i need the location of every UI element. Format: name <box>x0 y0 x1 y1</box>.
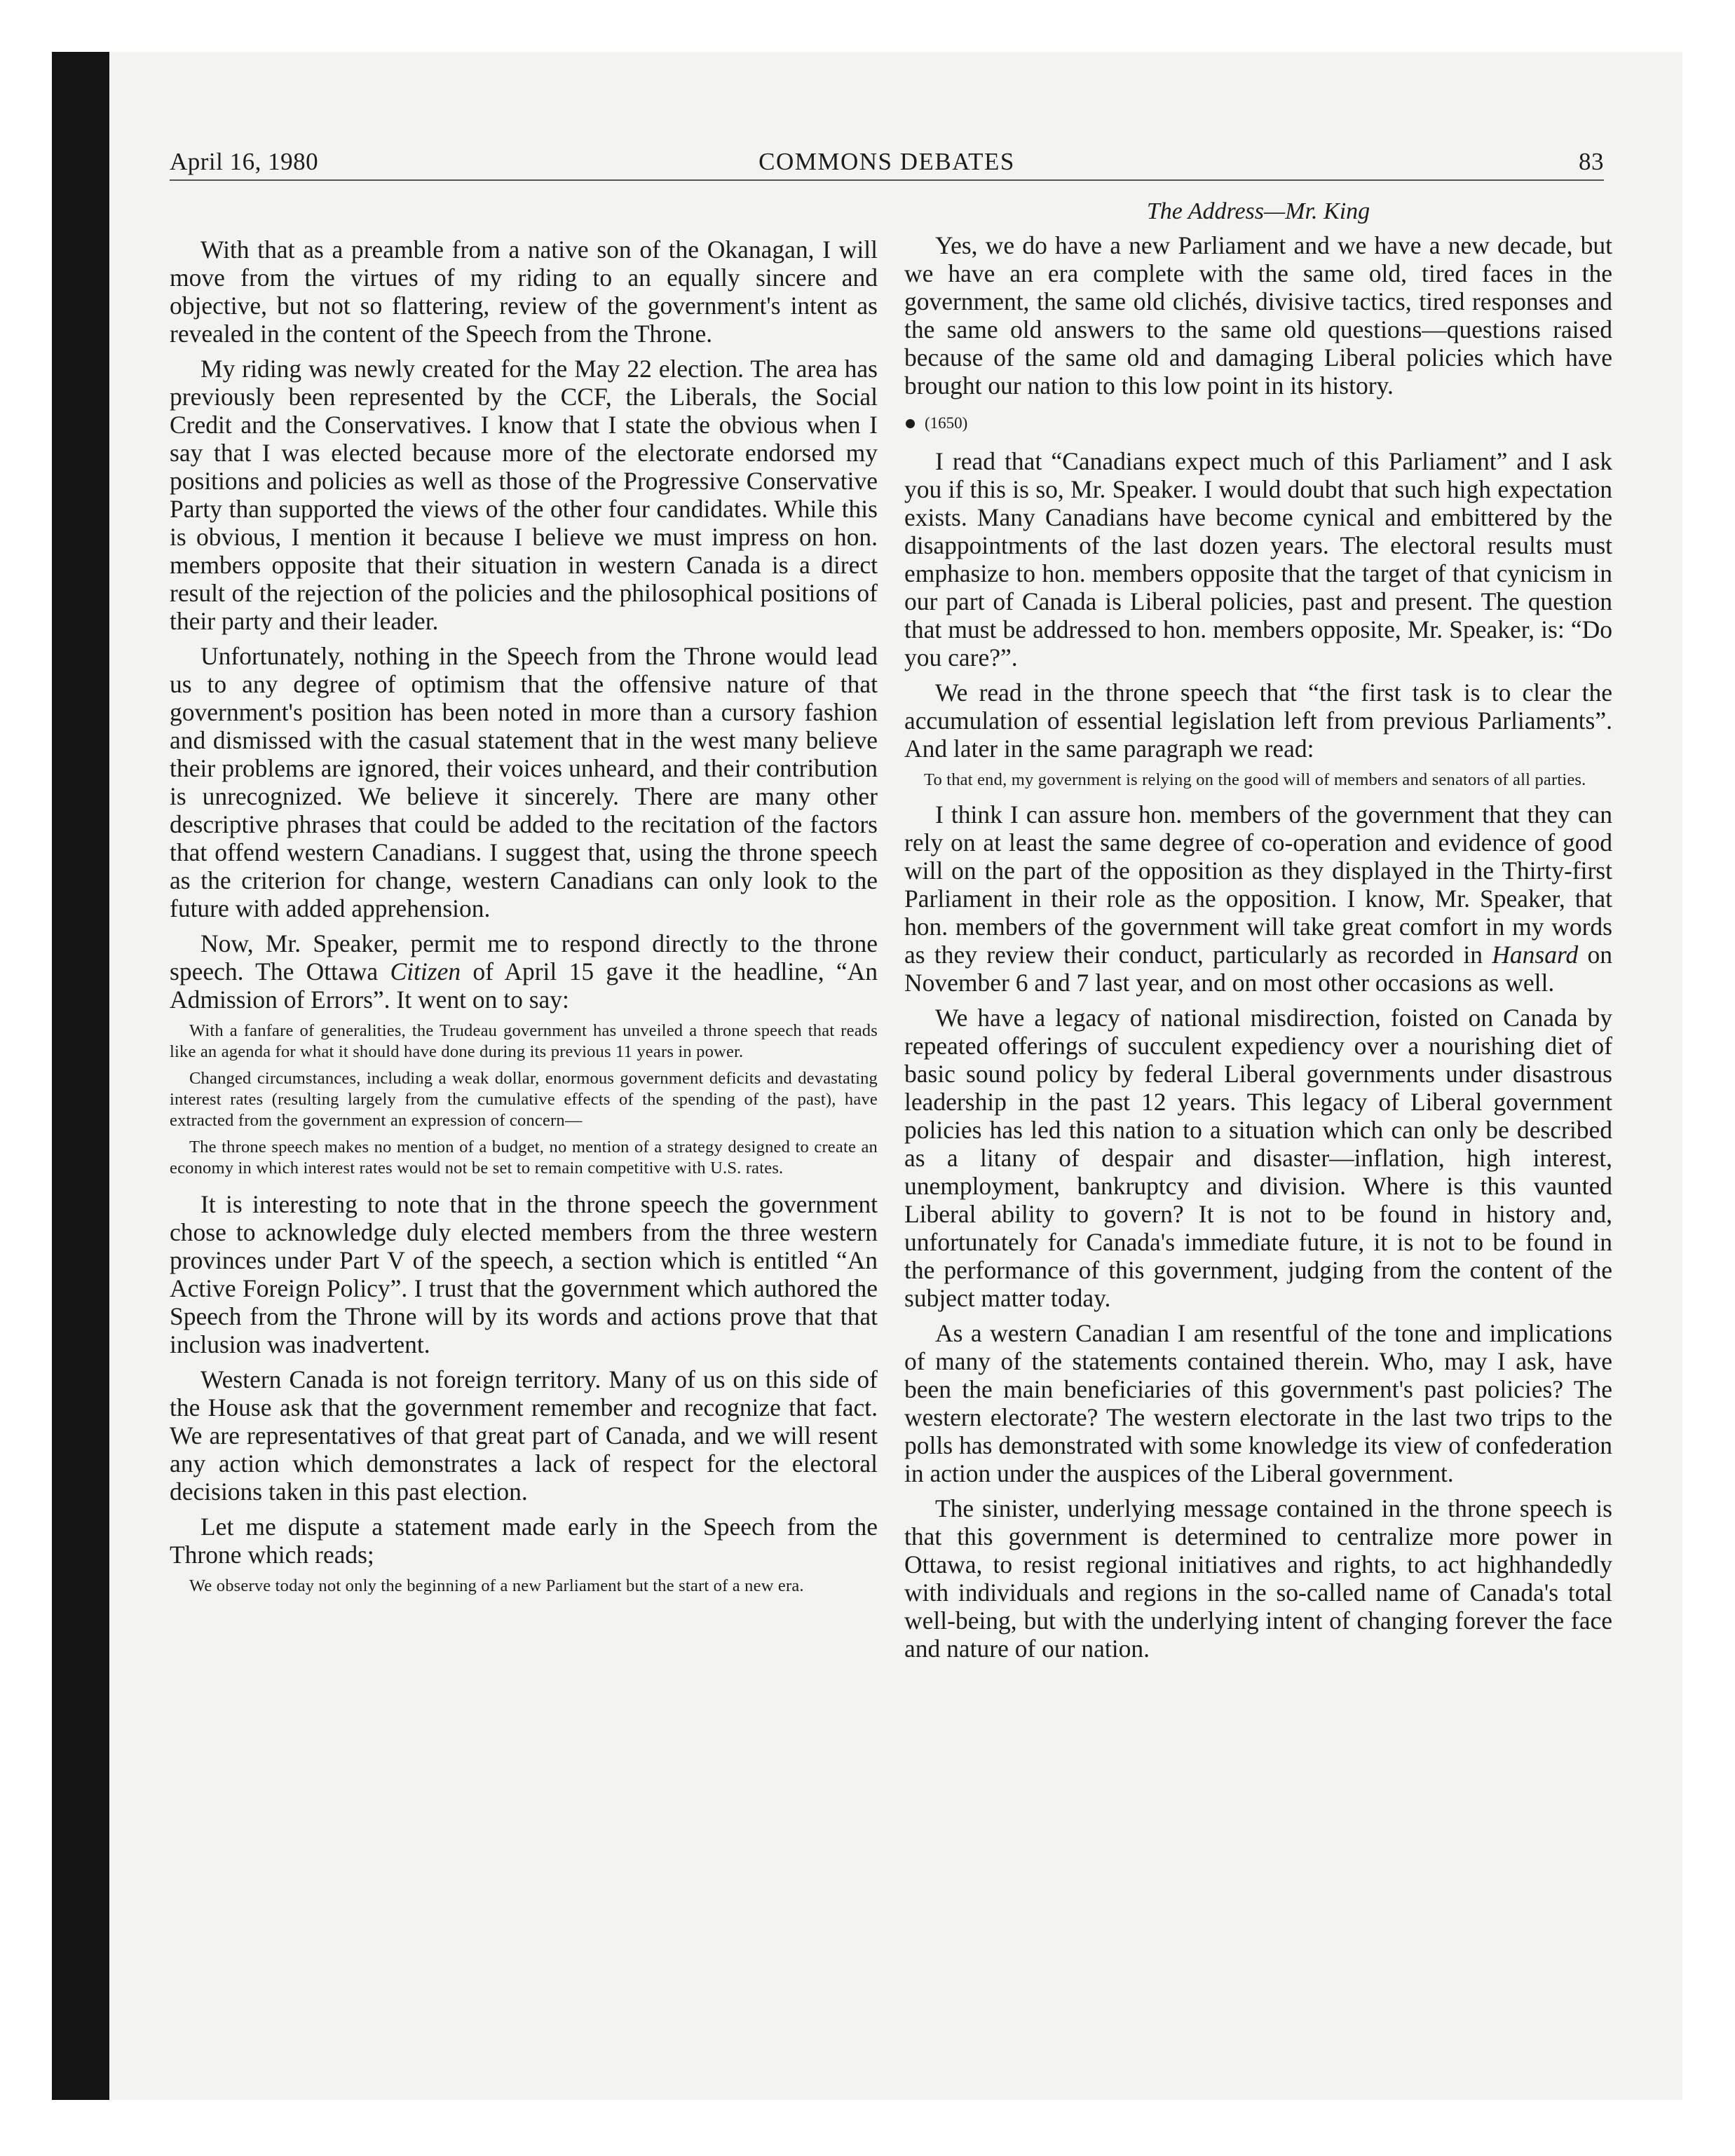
header-page-number: 83 <box>1579 148 1604 175</box>
scan-edge-shadow <box>52 52 109 2100</box>
paragraph: I read that “Canadians expect much of this Parliament” and I ask you if this is so, Mr. Speaker. I would doubt that such high expectation exists. Many Canadians have become cynical and embittered by the disappointments of the last dozen years. The electoral results must emphasize to hon. members opposite that the target of that cynicism in our part of Canada is Liberal policies, past and present. The question that must be addressed to hon. members opposite, Mr. Speaker, is: “Do you care?”. <box>904 447 1612 671</box>
time-stamp <box>904 409 1612 437</box>
right-column <box>904 196 1612 1670</box>
bullet-icon <box>906 419 915 428</box>
left-column <box>170 196 878 1602</box>
publication-name: Hansard <box>1492 941 1579 969</box>
paragraph: We have a legacy of national misdirection, foisted on Canada by repeated offerings of succulent expediency over a nourishing diet of basic sound policy by federal Liberal governments under disastrous leadership in the past 12 years. This legacy of Liberal government policies has led this nation to a situation which can only be described as a litany of despair and disaster—inflation, high interest, unemployment, bankruptcy and division. Where is this vaunted Liberal ability to govern? It is not to be found in history and, unfortunately for Canada's immediate future, it is not to be found in the performance of this government, judging from the content of the subject matter today. <box>904 1004 1612 1312</box>
paragraph: Unfortunately, nothing in the Speech from the Throne would lead us to any degree of optimism that the offensive nature of that government's position has been noted in more than a cursory fashion and dismissed with the casual statement that in the west many believe their problems are ignored, their voices unheard, and their contribution is unrecognized. We believe it sincerely. There are many other descriptive phrases that could be added to the recitation of the factors that offend western Canadians. I suggest that, using the throne speech as the criterion for change, western Canadians can only look to the future with added apprehension. <box>170 642 878 922</box>
block-quote: We observe today not only the beginning of a new Parliament but the start of a new era. <box>189 1576 804 1595</box>
paragraph-text: Now, Mr. Speaker, permit me to respond directly to the throne speech. The Ottawa <box>170 929 878 985</box>
paragraph <box>904 800 1612 997</box>
paragraph: The sinister, underlying message contained in the throne speech is that this government is determined to centralize more power in Ottawa, to resist regional initiatives and rights, to act highhandedly with individuals and regions in the so-called name of Canada's total well-being, but with the underlying intent of changing forever the face and nature of our nation. <box>904 1494 1612 1663</box>
paragraph: Western Canada is not foreign territory. Many of us on this side of the House ask that the government remember and recognize that fact. We are representatives of that great part of Canada, and we will resent any action which demonstrates a lack of respect for the electoral decisions taken in this past election. <box>170 1365 878 1506</box>
paragraph: Yes, we do have a new Parliament and we have a new decade, but we have an era complete with the same old, tired faces in the government, the same old clichés, divisive tactics, tired responses and the same old answers to the same old questions—questions raised because of the same old and damaging Liberal policies which have brought our nation to this low point in its history. <box>904 231 1612 400</box>
paragraph-text: on November 6 and 7 last year, and on most other occasions as well. <box>904 941 1613 997</box>
paragraph: It is interesting to note that in the throne speech the government chose to acknowledge duly elected members from the three western provinces under Part V of the speech, a section which is entitled “An Active Foreign Policy”. I trust that the government which authored the Speech from the Throne will by its words and actions prove that that inclusion was inadvertent. <box>170 1190 878 1358</box>
page-header <box>170 144 1604 181</box>
paragraph: My riding was newly created for the May 22 election. The area has previously been represented by the CCF, the Liberals, the Social Credit and the Conservatives. I know that I state the obvious when I say that I was elected because more of the electorate endorsed my positions and policies as well as those of the Progressive Conservative Party than supported the views of the other four candidates. While this is obvious, I mention it because I believe we must impress on hon. members opposite that their situation in western Canada is a direct result of the rejection of the policies and the philosophical positions of their party and their leader. <box>170 355 878 635</box>
newspaper-name: Citizen <box>390 957 461 985</box>
block-quote: With a fanfare of generalities, the Trudeau government has unveiled a throne speech that reads like an agenda for what it should have done during its previous 11 years in power. <box>170 1021 878 1061</box>
running-head: The Address—Mr. King <box>1146 198 1370 224</box>
block-quote: The throne speech makes no mention of a budget, no mention of a strategy designed to create an economy in which interest rates would not be set to remain competitive with U.S. rates. <box>170 1138 878 1178</box>
paragraph: Let me dispute a statement made early in the Speech from the Throne which reads; <box>170 1513 878 1569</box>
paragraph <box>170 929 878 1014</box>
header-date: April 16, 1980 <box>170 148 319 175</box>
paragraph-text: I think I can assure hon. members of the government that they can rely on at least the same degree of co-operation and evidence of good will on the part of the opposition as they displayed in the Thirty-first Parliament in their role as the opposition. I know, Mr. Speaker, that hon. members of the government will take great comfort in my words as they review their conduct, particularly as recorded in <box>904 800 1612 969</box>
paragraph: As a western Canadian I am resentful of the tone and implications of many of the statements contained therein. Who, may I ask, have been the main beneficiaries of this government's past policies? The western electorate? The western electorate in the last two trips to the polls has demonstrated with some knowledge its view of confederation in action under the auspices of the Liberal government. <box>904 1319 1612 1487</box>
time-stamp-text: (1650) <box>925 414 968 432</box>
header-title: COMMONS DEBATES <box>758 148 1015 175</box>
paragraph: We read in the throne speech that “the first task is to clear the accumulation of essential legislation left from previous Parliaments”. And later in the same paragraph we read: <box>904 678 1612 763</box>
paragraph-text: of April 15 gave it the headline, “An Admission of Errors”. It went on to say: <box>170 957 878 1014</box>
header-rule <box>170 179 1604 181</box>
block-quote: To that end, my government is relying on the good will of members and senators of all parties. <box>924 770 1586 789</box>
paragraph: With that as a preamble from a native son of the Okanagan, I will move from the virtues of my riding to an equally sincere and objective, but not so flattering, review of the government's intent as revealed in the content of the Speech from the Throne. <box>170 236 878 348</box>
block-quote: Changed circumstances, including a weak dollar, enormous government deficits and devastating interest rates (resulting largely from the cumulative effects of the spending of the past), have extracted from the government an expression of concern— <box>170 1069 878 1130</box>
